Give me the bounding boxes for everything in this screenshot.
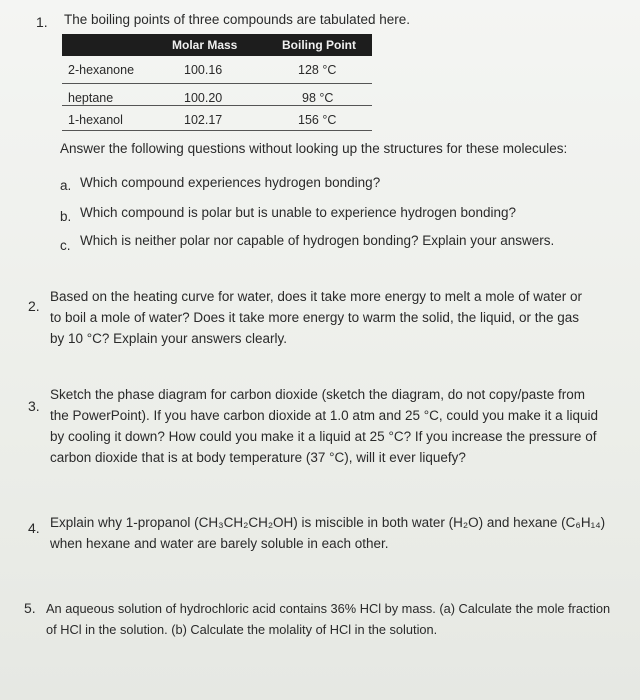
q2-line: to boil a mole of water? Does it take more energy to warm the solid, the liquid, or the gas (50, 310, 580, 325)
q4-line: Explain why 1-propanol (CH₃CH₂CH₂OH) is miscible in both water (H₂O) and hexane (C₆H₁₄) (50, 515, 606, 530)
q1-number: 1. (36, 14, 48, 30)
boiling-point: 98 °C (302, 91, 334, 105)
table-row (62, 60, 372, 82)
q1a-label: a. (60, 178, 72, 193)
q1-instruction: Answer the following questions without looking up the structures for these molecules: (60, 141, 568, 156)
header-boiling-point: Boiling Point (282, 38, 356, 52)
q5-number: 5. (24, 600, 36, 616)
boiling-point: 156 °C (298, 113, 337, 127)
table-row (62, 110, 372, 132)
q3-line: the PowerPoint). If you have carbon dioxide at 1.0 atm and 25 °C, could you make it a liquid (50, 408, 598, 423)
q1c-text: Which is neither polar nor capable of hydrogen bonding? Explain your answers. (80, 233, 555, 248)
header-molar-mass: Molar Mass (172, 38, 238, 52)
q1b-label: b. (60, 209, 72, 224)
q4-text (50, 512, 605, 554)
q4-number: 4. (28, 520, 40, 536)
compound-name: 2-hexanone (68, 63, 135, 77)
q3-line: by cooling it down? How could you make it a liquid at 25 °C? If you increase the pressure of (50, 429, 597, 444)
q4-line: when hexane and water are barely soluble in each other. (50, 536, 389, 551)
q3-text (50, 384, 598, 468)
compound-name: heptane (68, 91, 114, 105)
q5-line: An aqueous solution of hydrochloric acid contains 36% HCl by mass. (a) Calculate the mole fraction (46, 601, 611, 616)
boiling-point: 128 °C (298, 63, 337, 77)
row-divider (62, 130, 372, 131)
q1b-text: Which compound is polar but is unable to experience hydrogen bonding? (80, 205, 517, 220)
table-header (62, 34, 372, 56)
q1-prompt: The boiling points of three compounds are tabulated here. (64, 12, 410, 27)
q3-line: carbon dioxide that is at body temperature (37 °C), will it ever liquefy? (50, 450, 466, 465)
q5-line: of HCl in the solution. (b) Calculate the molality of HCl in the solution. (46, 622, 438, 637)
molar-mass: 100.16 (184, 63, 223, 77)
row-divider (62, 105, 372, 106)
q1a-text: Which compound experiences hydrogen bonding? (80, 175, 381, 190)
compound-name: 1-hexanol (68, 113, 123, 127)
molar-mass: 100.20 (184, 91, 223, 105)
q5-text (46, 598, 610, 640)
molar-mass: 102.17 (184, 113, 223, 127)
q2-number: 2. (28, 298, 40, 314)
table-row (62, 88, 372, 110)
q2-line: Based on the heating curve for water, does it take more energy to melt a mole of water or (50, 289, 583, 304)
q1c-label: c. (60, 238, 71, 253)
q3-line: Sketch the phase diagram for carbon dioxide (sketch the diagram, do not copy/paste from (50, 387, 586, 402)
row-divider (62, 83, 372, 84)
q3-number: 3. (28, 398, 40, 414)
q2-text (50, 286, 582, 349)
q2-line: by 10 °C? Explain your answers clearly. (50, 331, 288, 346)
